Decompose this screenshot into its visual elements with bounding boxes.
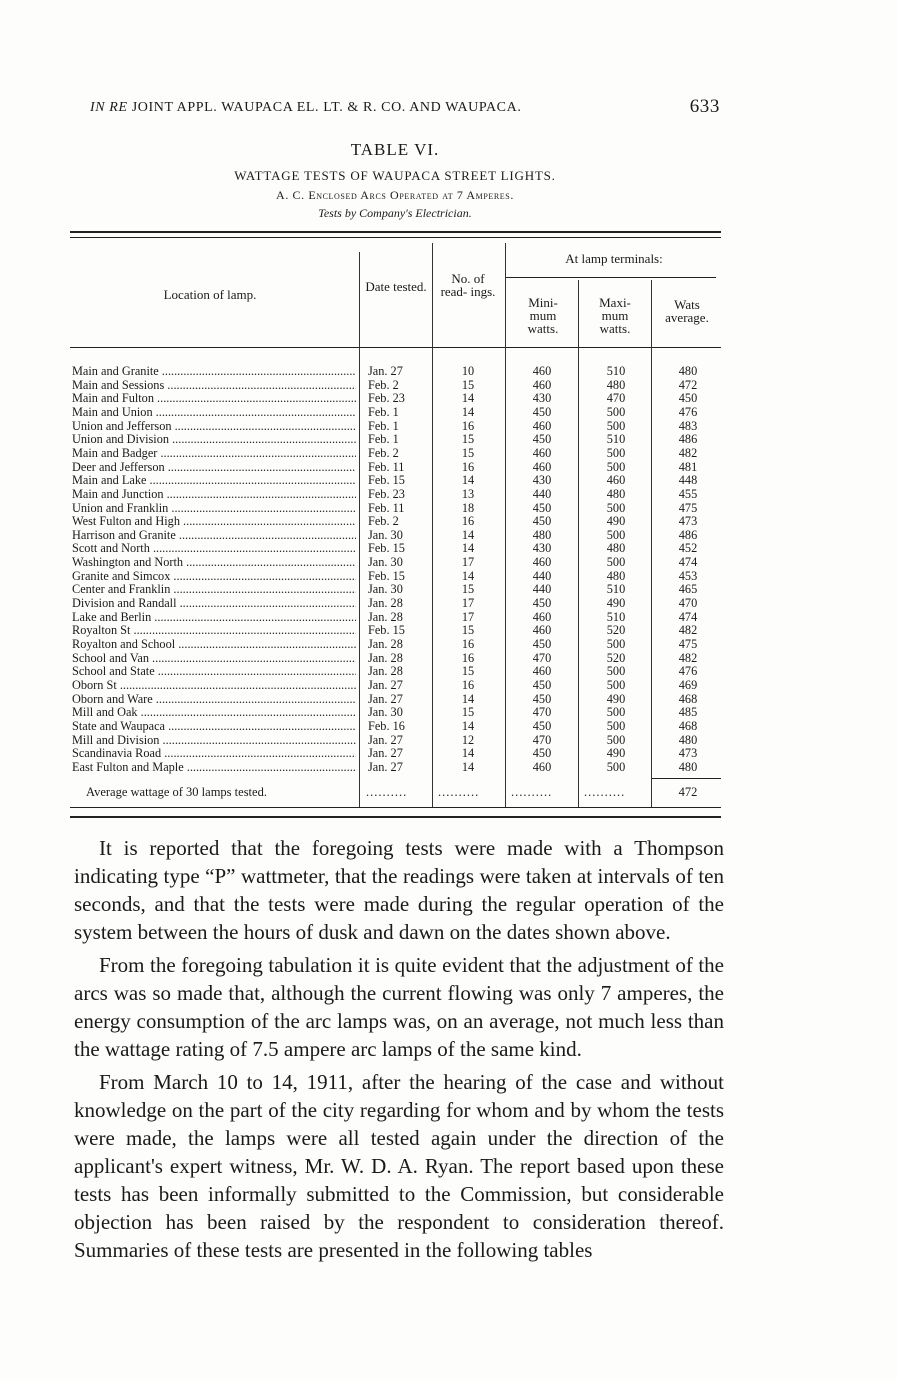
date-cell: Feb. 23 bbox=[368, 486, 405, 501]
table-caption: WATTAGE TESTS OF WAUPACA STREET LIGHTS. bbox=[234, 168, 556, 183]
location-cell: Main and Union ..... bbox=[72, 406, 356, 420]
date-cell: Jan. 27 bbox=[368, 746, 403, 761]
date-cell: Feb. 15 bbox=[368, 568, 405, 583]
avg-watts-cell: 470 bbox=[678, 596, 698, 611]
date-cell: Feb. 23 bbox=[368, 391, 405, 406]
date-cell: Jan. 28 bbox=[368, 609, 403, 624]
location-cell: Mill and Oak ..... bbox=[72, 706, 356, 720]
date-cell: Feb. 2 bbox=[368, 514, 399, 529]
max-watts-cell: 500 bbox=[606, 664, 626, 679]
group-header-rule bbox=[506, 277, 716, 278]
location-cell: Main and Badger ..... bbox=[72, 447, 356, 461]
readings-cell: 14 bbox=[461, 568, 475, 583]
location-cell: Main and Granite ..... bbox=[72, 365, 356, 379]
min-watts-cell: 460 bbox=[532, 364, 552, 378]
date-cell: Jan. 30 bbox=[368, 705, 403, 720]
readings-cell: 10 bbox=[461, 364, 475, 378]
table-bottom-rule-2 bbox=[70, 816, 721, 818]
max-watts-cell: 500 bbox=[606, 705, 626, 720]
readings-cell: 14 bbox=[461, 718, 475, 733]
header-group: At lamp terminals: bbox=[565, 251, 663, 266]
min-watts-cell: 450 bbox=[532, 691, 552, 706]
max-watts-cell: 500 bbox=[606, 418, 626, 433]
max-watts-cell: 480 bbox=[606, 377, 626, 392]
min-watts-cell: 450 bbox=[532, 596, 552, 611]
min-watts-cell: 460 bbox=[532, 459, 552, 474]
min-watts-cell: 430 bbox=[532, 541, 552, 556]
readings-cell: 14 bbox=[461, 541, 475, 556]
avg-watts-cell: 480 bbox=[678, 364, 698, 378]
location-cell: Washington and North ..... bbox=[72, 556, 356, 570]
avg-watts-cell: 450 bbox=[678, 391, 698, 406]
min-watts-cell: 460 bbox=[532, 609, 552, 624]
max-watts-cell: 490 bbox=[606, 746, 626, 761]
readings-cell: 15 bbox=[461, 377, 475, 392]
max-watts-cell: 510 bbox=[606, 582, 626, 597]
readings-cell: 14 bbox=[461, 691, 475, 706]
avg-watts-cell: 468 bbox=[678, 691, 698, 706]
location-cell: East Fulton and Maple ..... bbox=[72, 761, 356, 775]
readings-cell: 15 bbox=[461, 445, 475, 460]
max-watts-cell: 500 bbox=[606, 527, 626, 542]
location-cell: Scott and North ..... bbox=[72, 542, 356, 556]
paragraph: It is reported that the foregoing tests were made with a Thompson indicating type “P” wattmeter, that the readings were taken at intervals of ten seconds, and that the tests were made during the regular operation of the system between the hours of dusk and dawn on the dates shown above. bbox=[74, 836, 724, 944]
location-cell: Royalton St ..... bbox=[72, 624, 356, 638]
max-watts-cell: 510 bbox=[606, 364, 626, 378]
max-watts-cell: 520 bbox=[606, 623, 626, 638]
column-divider bbox=[359, 252, 360, 807]
avg-watts-cell: 452 bbox=[678, 541, 698, 556]
date-cell: Jan. 27 bbox=[368, 691, 403, 706]
avg-watts-cell: 455 bbox=[678, 486, 698, 501]
min-watts-cell: 440 bbox=[532, 582, 552, 597]
avg-watts-cell: 469 bbox=[678, 677, 698, 692]
date-cell: Jan. 30 bbox=[368, 582, 403, 597]
readings-cell: 17 bbox=[461, 609, 475, 624]
max-watts-cell: 510 bbox=[606, 609, 626, 624]
avg-watts-cell: 476 bbox=[678, 664, 698, 679]
location-cell: Granite and Simcox ..... bbox=[72, 570, 356, 584]
min-watts-cell: 450 bbox=[532, 404, 552, 419]
location-cell: Main and Lake ..... bbox=[72, 474, 356, 488]
date-cell: Feb. 1 bbox=[368, 404, 399, 419]
readings-cell: 14 bbox=[461, 527, 475, 542]
readings-cell: 17 bbox=[461, 596, 475, 611]
avg-watts-cell: 472 bbox=[678, 377, 698, 392]
header-location: Location of lamp. bbox=[163, 287, 257, 302]
max-watts-cell: 490 bbox=[606, 691, 626, 706]
date-cell: Jan. 27 bbox=[368, 759, 403, 774]
avg-watts-cell: 475 bbox=[678, 637, 698, 651]
average-rule bbox=[652, 778, 721, 779]
table-top-rule-2 bbox=[70, 237, 721, 238]
max-watts-cell: 480 bbox=[606, 486, 626, 501]
date-cell: Jan. 27 bbox=[368, 677, 403, 692]
max-watts-cell: 500 bbox=[606, 445, 626, 460]
max-watts-cell: 460 bbox=[606, 473, 626, 488]
readings-cell: 15 bbox=[461, 705, 475, 720]
running-title: IN RE JOINT APPL. WAUPACA EL. LT. & R. CO. AND WAUPACA. bbox=[90, 100, 522, 115]
location-cell: Division and Randall ..... bbox=[72, 597, 356, 611]
header-avg: Wats average. bbox=[665, 297, 709, 325]
min-watts-cell: 460 bbox=[532, 555, 552, 570]
date-cell: Feb. 11 bbox=[368, 459, 405, 474]
date-cell: Jan. 30 bbox=[368, 555, 403, 570]
min-watts-cell: 440 bbox=[532, 568, 552, 583]
leader-dots: .......... bbox=[366, 785, 408, 799]
max-watts-cell: 500 bbox=[606, 555, 626, 570]
body-text bbox=[74, 834, 724, 1269]
min-watts-cell: 430 bbox=[532, 473, 552, 488]
date-cell: Feb. 16 bbox=[368, 718, 405, 733]
table-bottom-rule bbox=[70, 807, 721, 808]
readings-cell: 16 bbox=[461, 418, 475, 433]
location-cell: Mill and Division ..... bbox=[72, 734, 356, 748]
avg-watts-cell: 486 bbox=[678, 432, 698, 447]
column-divider bbox=[578, 280, 579, 807]
min-watts-cell: 450 bbox=[532, 677, 552, 692]
location-cell: Union and Jefferson ..... bbox=[72, 420, 356, 434]
max-watts-cell: 500 bbox=[606, 718, 626, 733]
leader-dots: .......... bbox=[511, 785, 553, 799]
header-min: Mini- mum watts. bbox=[527, 295, 559, 336]
min-watts-cell: 460 bbox=[532, 664, 552, 679]
max-watts-cell: 480 bbox=[606, 568, 626, 583]
readings-cell: 16 bbox=[461, 677, 475, 692]
max-watts-cell: 500 bbox=[606, 404, 626, 419]
date-cell: Feb. 11 bbox=[368, 500, 405, 515]
max-watts-cell: 470 bbox=[606, 391, 626, 406]
min-watts-cell: 480 bbox=[532, 527, 552, 542]
date-cell: Feb. 15 bbox=[368, 623, 405, 638]
date-cell: Jan. 28 bbox=[368, 596, 403, 611]
avg-watts-cell: 473 bbox=[678, 514, 698, 529]
max-watts-cell: 500 bbox=[606, 759, 626, 774]
avg-watts-cell: 476 bbox=[678, 404, 698, 419]
avg-watts-cell: 480 bbox=[678, 732, 698, 747]
readings-cell: 14 bbox=[461, 746, 475, 761]
readings-cell: 16 bbox=[461, 514, 475, 529]
readings-cell: 15 bbox=[461, 582, 475, 597]
location-cell: School and State ..... bbox=[72, 665, 356, 679]
date-cell: Jan. 30 bbox=[368, 527, 403, 542]
avg-watts-cell: 481 bbox=[678, 459, 698, 474]
avg-watts-cell: 480 bbox=[678, 759, 698, 774]
location-cell: School and Van ..... bbox=[72, 652, 356, 666]
max-watts-cell: 520 bbox=[606, 650, 626, 665]
avg-watts-cell: 482 bbox=[678, 623, 698, 638]
max-watts-cell: 500 bbox=[606, 459, 626, 474]
location-cell: West Fulton and High ..... bbox=[72, 515, 356, 529]
min-watts-cell: 450 bbox=[532, 432, 552, 447]
min-watts-cell: 450 bbox=[532, 514, 552, 529]
min-watts-cell: 430 bbox=[532, 391, 552, 406]
readings-cell: 13 bbox=[461, 486, 475, 501]
location-cell: Deer and Jefferson ..... bbox=[72, 461, 356, 475]
min-watts-cell: 450 bbox=[532, 637, 552, 651]
header-bottom-rule bbox=[70, 347, 721, 348]
min-watts-cell: 470 bbox=[532, 650, 552, 665]
readings-cell: 16 bbox=[461, 650, 475, 665]
paragraph: From March 10 to 14, 1911, after the hearing of the case and without knowledge on the part of the city regarding for whom and by whom the tests were made, the lamps were all tested again under the direction of the applicant's expert witness, Mr. W. D. A. Ryan. The report based upon these tests has been informally submitted to the Commission, but considerable objection has been raised by the respondent to consideration thereof. Summaries of these tests are presented in the following tables bbox=[74, 1070, 724, 1262]
min-watts-cell: 440 bbox=[532, 486, 552, 501]
header-max: Maxi- mum watts. bbox=[599, 295, 631, 336]
location-cell: Oborn St ..... bbox=[72, 679, 356, 693]
date-cell: Jan. 27 bbox=[368, 364, 403, 378]
avg-watts-cell: 453 bbox=[678, 568, 698, 583]
location-cell: Lake and Berlin ..... bbox=[72, 611, 356, 625]
min-watts-cell: 450 bbox=[532, 718, 552, 733]
location-cell: Union and Division ..... bbox=[72, 433, 356, 447]
date-cell: Feb. 1 bbox=[368, 432, 399, 447]
readings-cell: 14 bbox=[461, 391, 475, 406]
avg-watts-cell: 468 bbox=[678, 718, 698, 733]
readings-cell: 15 bbox=[461, 623, 475, 638]
max-watts-cell: 490 bbox=[606, 596, 626, 611]
avg-watts-cell: 474 bbox=[678, 609, 698, 624]
avg-watts-cell: 473 bbox=[678, 746, 698, 761]
max-watts-cell: 480 bbox=[606, 541, 626, 556]
max-watts-cell: 500 bbox=[606, 677, 626, 692]
location-cell: State and Waupaca ..... bbox=[72, 720, 356, 734]
date-cell: Jan. 27 bbox=[368, 732, 403, 747]
max-watts-cell: 510 bbox=[606, 432, 626, 447]
readings-cell: 16 bbox=[461, 637, 475, 651]
leader-dots: .......... bbox=[438, 785, 480, 799]
leader-dots: .......... bbox=[584, 785, 626, 799]
header-readings: No. of read- ings. bbox=[440, 271, 496, 299]
min-watts-cell: 460 bbox=[532, 445, 552, 460]
location-cell: Union and Franklin ..... bbox=[72, 502, 356, 516]
location-cell: Main and Fulton ..... bbox=[72, 392, 356, 406]
min-watts-cell: 460 bbox=[532, 377, 552, 392]
max-watts-cell: 500 bbox=[606, 732, 626, 747]
location-cell: Scandinavia Road ..... bbox=[72, 747, 356, 761]
table-note: Tests by Company's Electrician. bbox=[318, 206, 472, 220]
location-cell: Main and Sessions ..... bbox=[72, 379, 356, 393]
date-cell: Jan. 28 bbox=[368, 664, 403, 679]
readings-cell: 12 bbox=[461, 732, 475, 747]
avg-watts-cell: 486 bbox=[678, 527, 698, 542]
avg-watts-cell: 475 bbox=[678, 500, 698, 515]
location-cell: Royalton and School ..... bbox=[72, 638, 356, 652]
readings-cell: 14 bbox=[461, 473, 475, 488]
min-watts-cell: 460 bbox=[532, 623, 552, 638]
readings-cell: 16 bbox=[461, 459, 475, 474]
date-cell: Jan. 28 bbox=[368, 650, 403, 665]
avg-watts-cell: 482 bbox=[678, 445, 698, 460]
summary-label: Average wattage of 30 lamps tested. bbox=[86, 785, 267, 799]
max-watts-cell: 500 bbox=[606, 637, 626, 651]
min-watts-cell: 460 bbox=[532, 759, 552, 774]
avg-watts-cell: 482 bbox=[678, 650, 698, 665]
date-cell: Feb. 15 bbox=[368, 473, 405, 488]
paragraph: From the foregoing tabulation it is quite evident that the adjustment of the arcs was so made that, although the current flowing was only 7 amperes, the energy consumption of the arc lamps was, on an average, not much less than the wattage rating of 7.5 ampere arc lamps of the same kind. bbox=[74, 953, 724, 1061]
avg-watts-cell: 448 bbox=[678, 473, 698, 488]
min-watts-cell: 470 bbox=[532, 705, 552, 720]
readings-cell: 15 bbox=[461, 432, 475, 447]
min-watts-cell: 460 bbox=[532, 418, 552, 433]
location-cell: Center and Franklin ..... bbox=[72, 583, 356, 597]
page-number: 633 bbox=[689, 96, 720, 117]
date-cell: Feb. 15 bbox=[368, 541, 405, 556]
header-date: Date tested. bbox=[365, 279, 427, 294]
min-watts-cell: 450 bbox=[532, 500, 552, 515]
max-watts-cell: 490 bbox=[606, 514, 626, 529]
avg-watts-cell: 465 bbox=[678, 582, 698, 597]
min-watts-cell: 470 bbox=[532, 732, 552, 747]
summary-value: 472 bbox=[678, 785, 698, 799]
date-cell: Feb. 1 bbox=[368, 418, 399, 433]
readings-cell: 15 bbox=[461, 664, 475, 679]
readings-cell: 18 bbox=[461, 500, 475, 515]
avg-watts-cell: 485 bbox=[678, 705, 698, 720]
readings-cell: 17 bbox=[461, 555, 475, 570]
date-cell: Feb. 2 bbox=[368, 377, 399, 392]
location-cell: Harrison and Granite ..... bbox=[72, 529, 356, 543]
avg-watts-cell: 474 bbox=[678, 555, 698, 570]
table-top-rule bbox=[70, 231, 721, 233]
max-watts-cell: 500 bbox=[606, 500, 626, 515]
readings-cell: 14 bbox=[461, 404, 475, 419]
readings-cell: 14 bbox=[461, 759, 475, 774]
avg-watts-cell: 483 bbox=[678, 418, 698, 433]
table-label: TABLE VI. bbox=[350, 140, 440, 159]
location-cell: Oborn and Ware ..... bbox=[72, 693, 356, 707]
min-watts-cell: 450 bbox=[532, 746, 552, 761]
date-cell: Feb. 2 bbox=[368, 445, 399, 460]
date-cell: Jan. 28 bbox=[368, 637, 403, 651]
location-cell: Main and Junction ..... bbox=[72, 488, 356, 502]
table-subcaption: A. C. Enclosed Arcs Operated at 7 Amperes. bbox=[276, 188, 514, 202]
